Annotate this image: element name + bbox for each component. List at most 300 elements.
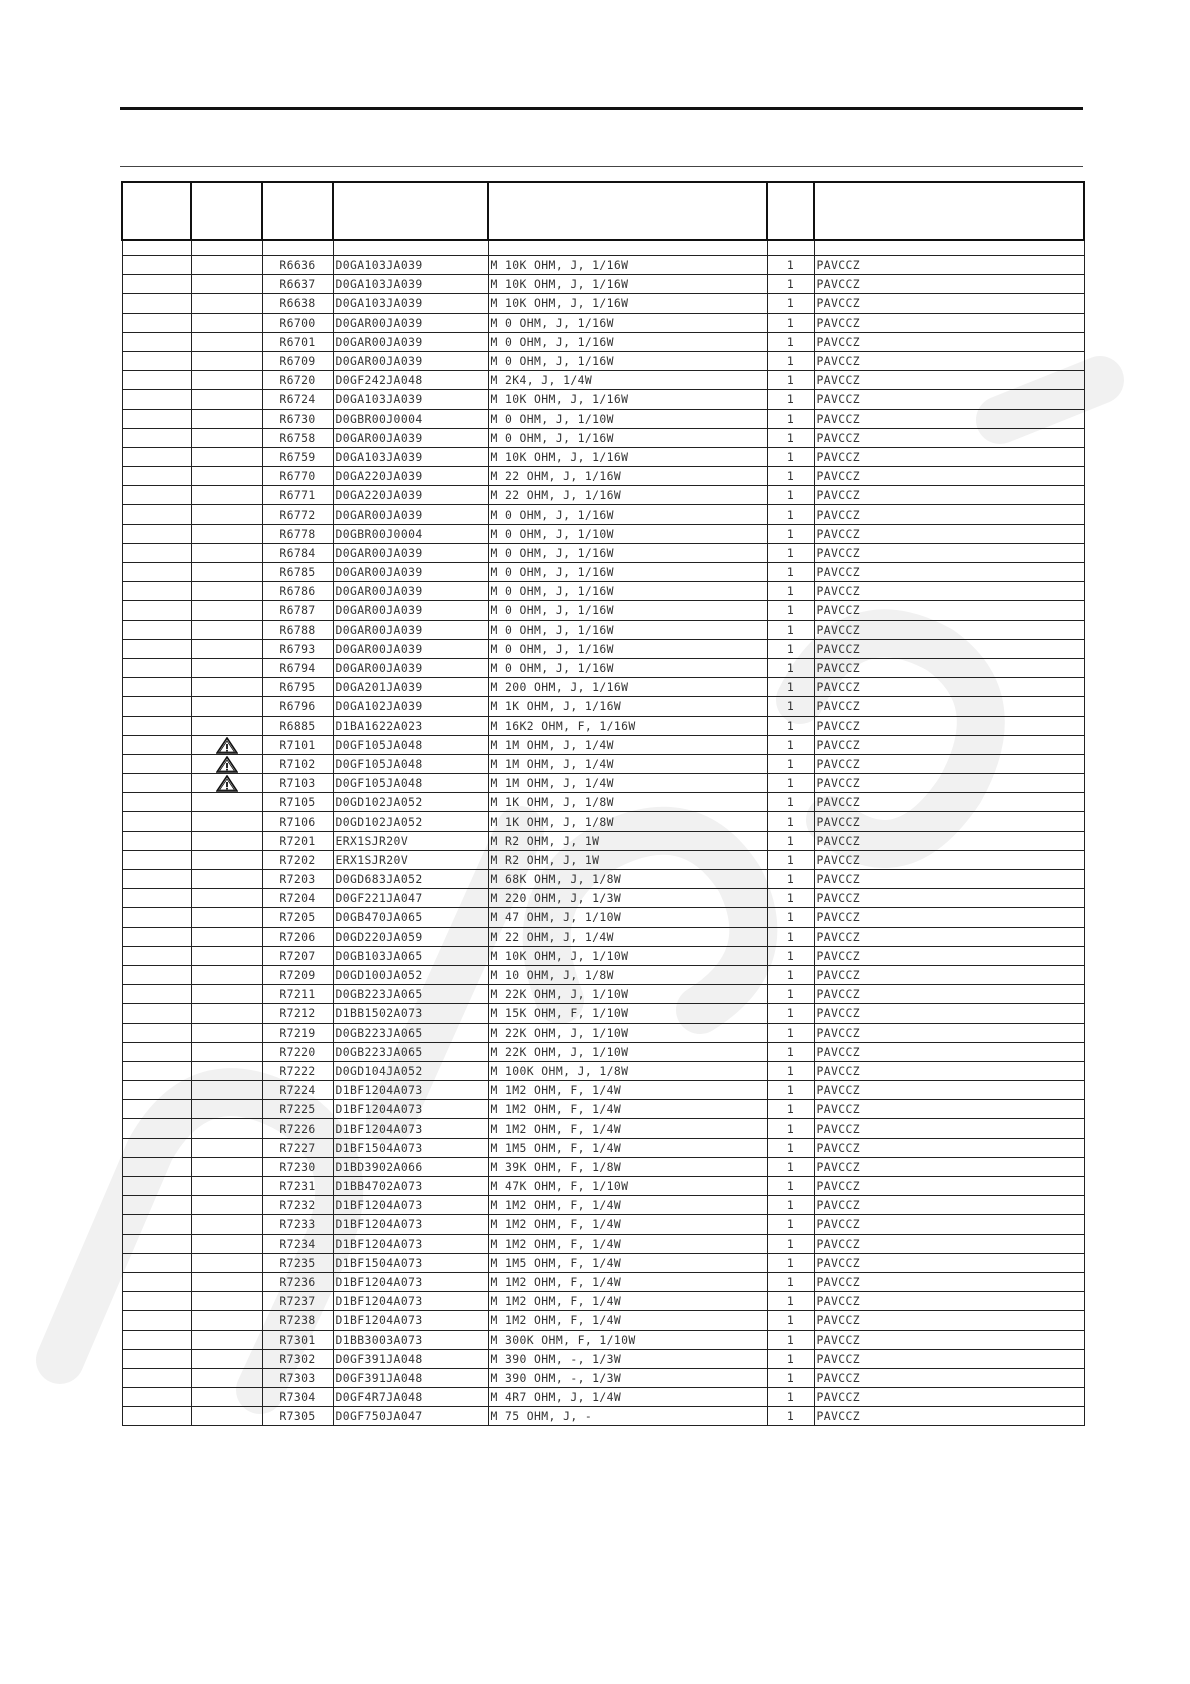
- part-number-cell: ERX1SJR20V: [333, 831, 488, 850]
- ref-cell: R7106: [262, 812, 333, 831]
- remarks-cell: PAVCCZ: [814, 678, 1084, 697]
- item-cell: [122, 985, 191, 1004]
- part-number-cell: D0GF4R7JA048: [333, 1388, 488, 1407]
- table-row: [122, 524, 1084, 543]
- description-cell: M 0 OHM, J, 1/16W: [488, 332, 767, 351]
- item-cell: [122, 965, 191, 984]
- item-cell: [122, 351, 191, 370]
- description-cell: M 1M5 OHM, F, 1/4W: [488, 1253, 767, 1272]
- item-cell: [122, 1253, 191, 1272]
- table-row: [122, 563, 1084, 582]
- ref-cell: R6758: [262, 428, 333, 447]
- ref-cell: R6795: [262, 678, 333, 697]
- quantity-cell: 1: [767, 697, 814, 716]
- remarks-cell: PAVCCZ: [814, 754, 1084, 773]
- safety-cell: [191, 505, 262, 524]
- table-row: [122, 850, 1084, 869]
- remarks-cell: PAVCCZ: [814, 1253, 1084, 1272]
- quantity-cell: 1: [767, 294, 814, 313]
- table-row: [122, 1272, 1084, 1291]
- table-row: [122, 1215, 1084, 1234]
- remarks-cell: PAVCCZ: [814, 774, 1084, 793]
- quantity-cell: 1: [767, 678, 814, 697]
- table-header-row: [122, 182, 1084, 240]
- item-cell: [122, 409, 191, 428]
- part-number-cell: D0GAR00JA039: [333, 563, 488, 582]
- ref-cell: R6786: [262, 582, 333, 601]
- item-cell: [122, 294, 191, 313]
- safety-cell: [191, 1004, 262, 1023]
- description-cell: M 0 OHM, J, 1/16W: [488, 639, 767, 658]
- description-cell: M 0 OHM, J, 1/16W: [488, 601, 767, 620]
- part-number-cell: D0GF391JA048: [333, 1349, 488, 1368]
- safety-cell: [191, 1119, 262, 1138]
- item-cell: [122, 793, 191, 812]
- part-number-cell: D0GBR00J0004: [333, 409, 488, 428]
- safety-cell: [191, 1330, 262, 1349]
- ref-cell: R7236: [262, 1272, 333, 1291]
- part-number-cell: D0GAR00JA039: [333, 658, 488, 677]
- part-number-cell: D0GD100JA052: [333, 965, 488, 984]
- safety-cell: [191, 563, 262, 582]
- safety-cell: [191, 620, 262, 639]
- remarks-cell: PAVCCZ: [814, 1292, 1084, 1311]
- part-number-cell: D0GF391JA048: [333, 1368, 488, 1387]
- table-row: [122, 1349, 1084, 1368]
- ref-cell: R7226: [262, 1119, 333, 1138]
- description-cell: M 22K OHM, J, 1/10W: [488, 985, 767, 1004]
- description-cell: M 1M2 OHM, F, 1/4W: [488, 1272, 767, 1291]
- quantity-cell: 1: [767, 1368, 814, 1387]
- quantity-cell: 1: [767, 831, 814, 850]
- description-cell: M 1M OHM, J, 1/4W: [488, 754, 767, 773]
- safety-cell: [191, 985, 262, 1004]
- description-cell: M 390 OHM, -, 1/3W: [488, 1349, 767, 1368]
- item-cell: [122, 1042, 191, 1061]
- part-number-cell: D0GB223JA065: [333, 1023, 488, 1042]
- table-row: [122, 543, 1084, 562]
- safety-cell: [191, 543, 262, 562]
- ref-cell: R7302: [262, 1349, 333, 1368]
- remarks-cell: PAVCCZ: [814, 467, 1084, 486]
- table-row: [122, 371, 1084, 390]
- ref-cell: R7224: [262, 1081, 333, 1100]
- part-number-cell: D1BF1204A073: [333, 1100, 488, 1119]
- description-cell: M 220 OHM, J, 1/3W: [488, 889, 767, 908]
- safety-cell: [191, 1100, 262, 1119]
- safety-cell: [191, 1138, 262, 1157]
- remarks-cell: PAVCCZ: [814, 927, 1084, 946]
- item-cell: [122, 812, 191, 831]
- remarks-cell: PAVCCZ: [814, 601, 1084, 620]
- ref-cell: R6720: [262, 371, 333, 390]
- item-cell: [122, 505, 191, 524]
- parts-list-body: [122, 182, 1084, 1426]
- remarks-cell: PAVCCZ: [814, 313, 1084, 332]
- item-cell: [122, 1234, 191, 1253]
- ref-cell: R7225: [262, 1100, 333, 1119]
- part-number-cell: D0GA220JA039: [333, 486, 488, 505]
- ref-cell: R7230: [262, 1157, 333, 1176]
- safety-cell: [191, 850, 262, 869]
- table-row: [122, 582, 1084, 601]
- part-number-cell: D0GA220JA039: [333, 467, 488, 486]
- table-row: [122, 927, 1084, 946]
- quantity-cell: 1: [767, 1234, 814, 1253]
- part-number-cell: D0GAR00JA039: [333, 639, 488, 658]
- safety-cell: [191, 467, 262, 486]
- part-number-cell: D0GB223JA065: [333, 985, 488, 1004]
- spacer-cell: [767, 240, 814, 256]
- part-number-cell: D0GF221JA047: [333, 889, 488, 908]
- table-row: [122, 390, 1084, 409]
- item-cell: [122, 467, 191, 486]
- table-row: [122, 735, 1084, 754]
- table-row: [122, 774, 1084, 793]
- item-cell: [122, 1157, 191, 1176]
- section-rule: [120, 166, 1083, 167]
- ref-cell: R6785: [262, 563, 333, 582]
- description-cell: M 2K4, J, 1/4W: [488, 371, 767, 390]
- remarks-cell: PAVCCZ: [814, 524, 1084, 543]
- quantity-cell: 1: [767, 908, 814, 927]
- table-row: [122, 1119, 1084, 1138]
- description-cell: M 47K OHM, F, 1/10W: [488, 1177, 767, 1196]
- remarks-cell: PAVCCZ: [814, 332, 1084, 351]
- part-number-cell: D1BF1204A073: [333, 1119, 488, 1138]
- description-cell: M 1M2 OHM, F, 1/4W: [488, 1311, 767, 1330]
- quantity-cell: 1: [767, 275, 814, 294]
- table-row: [122, 870, 1084, 889]
- part-number-cell: D0GD220JA059: [333, 927, 488, 946]
- safety-cell: [191, 716, 262, 735]
- ref-cell: R7234: [262, 1234, 333, 1253]
- description-cell: M 22 OHM, J, 1/16W: [488, 486, 767, 505]
- ref-cell: R7301: [262, 1330, 333, 1349]
- remarks-cell: PAVCCZ: [814, 1042, 1084, 1061]
- ref-cell: R7105: [262, 793, 333, 812]
- part-number-cell: D0GD683JA052: [333, 870, 488, 889]
- description-cell: M 10K OHM, J, 1/16W: [488, 447, 767, 466]
- quantity-cell: 1: [767, 1349, 814, 1368]
- quantity-cell: 1: [767, 793, 814, 812]
- part-number-cell: D0GA103JA039: [333, 256, 488, 275]
- item-cell: [122, 946, 191, 965]
- item-cell: [122, 1138, 191, 1157]
- item-cell: [122, 1196, 191, 1215]
- safety-cell: [191, 735, 262, 754]
- remarks-cell: PAVCCZ: [814, 946, 1084, 965]
- table-row: [122, 1368, 1084, 1387]
- safety-cell: [191, 678, 262, 697]
- part-number-cell: D0GAR00JA039: [333, 351, 488, 370]
- safety-cell: [191, 870, 262, 889]
- item-cell: [122, 639, 191, 658]
- item-cell: [122, 256, 191, 275]
- item-cell: [122, 1061, 191, 1080]
- quantity-cell: 1: [767, 850, 814, 869]
- safety-cell: [191, 1157, 262, 1176]
- item-cell: [122, 582, 191, 601]
- item-cell: [122, 735, 191, 754]
- table-row: [122, 409, 1084, 428]
- remarks-cell: PAVCCZ: [814, 1330, 1084, 1349]
- table-row: [122, 965, 1084, 984]
- remarks-cell: PAVCCZ: [814, 1388, 1084, 1407]
- quantity-cell: 1: [767, 505, 814, 524]
- quantity-cell: 1: [767, 582, 814, 601]
- ref-cell: R7232: [262, 1196, 333, 1215]
- part-number-cell: D0GAR00JA039: [333, 313, 488, 332]
- ref-cell: R7304: [262, 1388, 333, 1407]
- quantity-cell: 1: [767, 1042, 814, 1061]
- remarks-cell: PAVCCZ: [814, 850, 1084, 869]
- part-number-cell: D0GA201JA039: [333, 678, 488, 697]
- item-cell: [122, 1292, 191, 1311]
- part-number-cell: D0GAR00JA039: [333, 543, 488, 562]
- part-number-cell: D0GAR00JA039: [333, 620, 488, 639]
- remarks-cell: PAVCCZ: [814, 889, 1084, 908]
- header-cell: [262, 182, 333, 240]
- header-cell: [488, 182, 767, 240]
- description-cell: M 10K OHM, J, 1/16W: [488, 390, 767, 409]
- item-cell: [122, 1272, 191, 1291]
- remarks-cell: PAVCCZ: [814, 870, 1084, 889]
- part-number-cell: D0GB223JA065: [333, 1042, 488, 1061]
- item-cell: [122, 1311, 191, 1330]
- ref-cell: R6770: [262, 467, 333, 486]
- remarks-cell: PAVCCZ: [814, 486, 1084, 505]
- remarks-cell: PAVCCZ: [814, 1100, 1084, 1119]
- remarks-cell: PAVCCZ: [814, 1349, 1084, 1368]
- remarks-cell: PAVCCZ: [814, 1138, 1084, 1157]
- ref-cell: R6637: [262, 275, 333, 294]
- ref-cell: R6787: [262, 601, 333, 620]
- item-cell: [122, 1081, 191, 1100]
- remarks-cell: PAVCCZ: [814, 505, 1084, 524]
- description-cell: M 0 OHM, J, 1/10W: [488, 524, 767, 543]
- quantity-cell: 1: [767, 889, 814, 908]
- item-cell: [122, 1023, 191, 1042]
- safety-cell: [191, 524, 262, 543]
- part-number-cell: D0GB470JA065: [333, 908, 488, 927]
- table-row: [122, 1042, 1084, 1061]
- safety-cell: [191, 1292, 262, 1311]
- quantity-cell: 1: [767, 658, 814, 677]
- quantity-cell: 1: [767, 1388, 814, 1407]
- safety-cell: [191, 1311, 262, 1330]
- safety-cell: [191, 1407, 262, 1426]
- table-row: [122, 1081, 1084, 1100]
- item-cell: [122, 908, 191, 927]
- item-cell: [122, 1330, 191, 1349]
- safety-cell: [191, 658, 262, 677]
- description-cell: M 1M2 OHM, F, 1/4W: [488, 1119, 767, 1138]
- description-cell: M 1M OHM, J, 1/4W: [488, 774, 767, 793]
- ref-cell: R6701: [262, 332, 333, 351]
- ref-cell: R7211: [262, 985, 333, 1004]
- safety-cell: [191, 1061, 262, 1080]
- description-cell: M 0 OHM, J, 1/16W: [488, 351, 767, 370]
- quantity-cell: 1: [767, 639, 814, 658]
- item-cell: [122, 1215, 191, 1234]
- safety-cell: [191, 754, 262, 773]
- remarks-cell: PAVCCZ: [814, 812, 1084, 831]
- safety-cell: [191, 946, 262, 965]
- description-cell: M 39K OHM, F, 1/8W: [488, 1157, 767, 1176]
- remarks-cell: PAVCCZ: [814, 735, 1084, 754]
- safety-cell: [191, 582, 262, 601]
- table-row: [122, 812, 1084, 831]
- table-row: [122, 428, 1084, 447]
- part-number-cell: D0GF105JA048: [333, 774, 488, 793]
- safety-cell: [191, 275, 262, 294]
- ref-cell: R6794: [262, 658, 333, 677]
- description-cell: M 1M2 OHM, F, 1/4W: [488, 1292, 767, 1311]
- safety-cell: [191, 908, 262, 927]
- description-cell: M 10K OHM, J, 1/16W: [488, 294, 767, 313]
- ref-cell: R7235: [262, 1253, 333, 1272]
- table-row: [122, 831, 1084, 850]
- quantity-cell: 1: [767, 716, 814, 735]
- item-cell: [122, 1349, 191, 1368]
- table-row: [122, 946, 1084, 965]
- ref-cell: R7207: [262, 946, 333, 965]
- part-number-cell: D1BB4702A073: [333, 1177, 488, 1196]
- ref-cell: R7101: [262, 735, 333, 754]
- safety-cell: [191, 447, 262, 466]
- ref-cell: R7238: [262, 1311, 333, 1330]
- remarks-cell: PAVCCZ: [814, 965, 1084, 984]
- remarks-cell: PAVCCZ: [814, 1061, 1084, 1080]
- part-number-cell: D1BF1204A073: [333, 1272, 488, 1291]
- remarks-cell: PAVCCZ: [814, 409, 1084, 428]
- safety-cell: [191, 1349, 262, 1368]
- description-cell: M 1M5 OHM, F, 1/4W: [488, 1138, 767, 1157]
- table-row: [122, 294, 1084, 313]
- item-cell: [122, 390, 191, 409]
- safety-cell: [191, 1215, 262, 1234]
- description-cell: M 15K OHM, F, 1/10W: [488, 1004, 767, 1023]
- description-cell: M R2 OHM, J, 1W: [488, 831, 767, 850]
- part-number-cell: D1BF1204A073: [333, 1234, 488, 1253]
- description-cell: M 1M2 OHM, F, 1/4W: [488, 1100, 767, 1119]
- quantity-cell: 1: [767, 812, 814, 831]
- quantity-cell: 1: [767, 543, 814, 562]
- remarks-cell: PAVCCZ: [814, 543, 1084, 562]
- ref-cell: R7233: [262, 1215, 333, 1234]
- description-cell: M 0 OHM, J, 1/16W: [488, 582, 767, 601]
- item-cell: [122, 1119, 191, 1138]
- quantity-cell: 1: [767, 1177, 814, 1196]
- table-row: [122, 1061, 1084, 1080]
- ref-cell: R7212: [262, 1004, 333, 1023]
- item-cell: [122, 447, 191, 466]
- item-cell: [122, 1100, 191, 1119]
- description-cell: M 47 OHM, J, 1/10W: [488, 908, 767, 927]
- safety-cell: [191, 1196, 262, 1215]
- description-cell: M 10K OHM, J, 1/16W: [488, 256, 767, 275]
- table-row: [122, 1388, 1084, 1407]
- table-row: [122, 1100, 1084, 1119]
- table-spacer-row: [122, 240, 1084, 256]
- item-cell: [122, 332, 191, 351]
- item-cell: [122, 831, 191, 850]
- description-cell: M 1M OHM, J, 1/4W: [488, 735, 767, 754]
- quantity-cell: 1: [767, 332, 814, 351]
- description-cell: M 4R7 OHM, J, 1/4W: [488, 1388, 767, 1407]
- part-number-cell: D0GA102JA039: [333, 697, 488, 716]
- description-cell: M 75 OHM, J, -: [488, 1407, 767, 1426]
- safety-cell: [191, 1253, 262, 1272]
- parts-list-table: [121, 181, 1085, 1426]
- quantity-cell: 1: [767, 1215, 814, 1234]
- remarks-cell: PAVCCZ: [814, 716, 1084, 735]
- item-cell: [122, 275, 191, 294]
- quantity-cell: 1: [767, 447, 814, 466]
- item-cell: [122, 1004, 191, 1023]
- description-cell: M 1K OHM, J, 1/8W: [488, 812, 767, 831]
- safety-cell: [191, 256, 262, 275]
- safety-cell: [191, 486, 262, 505]
- item-cell: [122, 486, 191, 505]
- ref-cell: R7202: [262, 850, 333, 869]
- table-row: [122, 908, 1084, 927]
- table-row: [122, 467, 1084, 486]
- remarks-cell: PAVCCZ: [814, 1234, 1084, 1253]
- item-cell: [122, 678, 191, 697]
- safety-cell: [191, 1272, 262, 1291]
- quantity-cell: 1: [767, 1100, 814, 1119]
- ref-cell: R7102: [262, 754, 333, 773]
- description-cell: M 0 OHM, J, 1/16W: [488, 505, 767, 524]
- description-cell: M 10 OHM, J, 1/8W: [488, 965, 767, 984]
- part-number-cell: D0GBR00J0004: [333, 524, 488, 543]
- ref-cell: R6772: [262, 505, 333, 524]
- quantity-cell: 1: [767, 1330, 814, 1349]
- part-number-cell: D0GAR00JA039: [333, 582, 488, 601]
- table-row: [122, 697, 1084, 716]
- table-row: [122, 678, 1084, 697]
- safety-cell: [191, 428, 262, 447]
- ref-cell: R6788: [262, 620, 333, 639]
- part-number-cell: D1BF1204A073: [333, 1215, 488, 1234]
- item-cell: [122, 601, 191, 620]
- table-row: [122, 1407, 1084, 1426]
- quantity-cell: 1: [767, 601, 814, 620]
- table-row: [122, 1177, 1084, 1196]
- quantity-cell: 1: [767, 1061, 814, 1080]
- description-cell: M 100K OHM, J, 1/8W: [488, 1061, 767, 1080]
- description-cell: M 1K OHM, J, 1/16W: [488, 697, 767, 716]
- part-number-cell: D0GB103JA065: [333, 946, 488, 965]
- remarks-cell: PAVCCZ: [814, 1215, 1084, 1234]
- item-cell: [122, 524, 191, 543]
- part-number-cell: D1BF1504A073: [333, 1253, 488, 1272]
- description-cell: M 1M2 OHM, F, 1/4W: [488, 1081, 767, 1100]
- ref-cell: R6796: [262, 697, 333, 716]
- item-cell: [122, 428, 191, 447]
- part-number-cell: D1BA1622A023: [333, 716, 488, 735]
- ref-cell: R7231: [262, 1177, 333, 1196]
- description-cell: M 10K OHM, J, 1/10W: [488, 946, 767, 965]
- ref-cell: R6724: [262, 390, 333, 409]
- item-cell: [122, 754, 191, 773]
- table-row: [122, 716, 1084, 735]
- ref-cell: R6778: [262, 524, 333, 543]
- ref-cell: R6638: [262, 294, 333, 313]
- part-number-cell: D0GF105JA048: [333, 754, 488, 773]
